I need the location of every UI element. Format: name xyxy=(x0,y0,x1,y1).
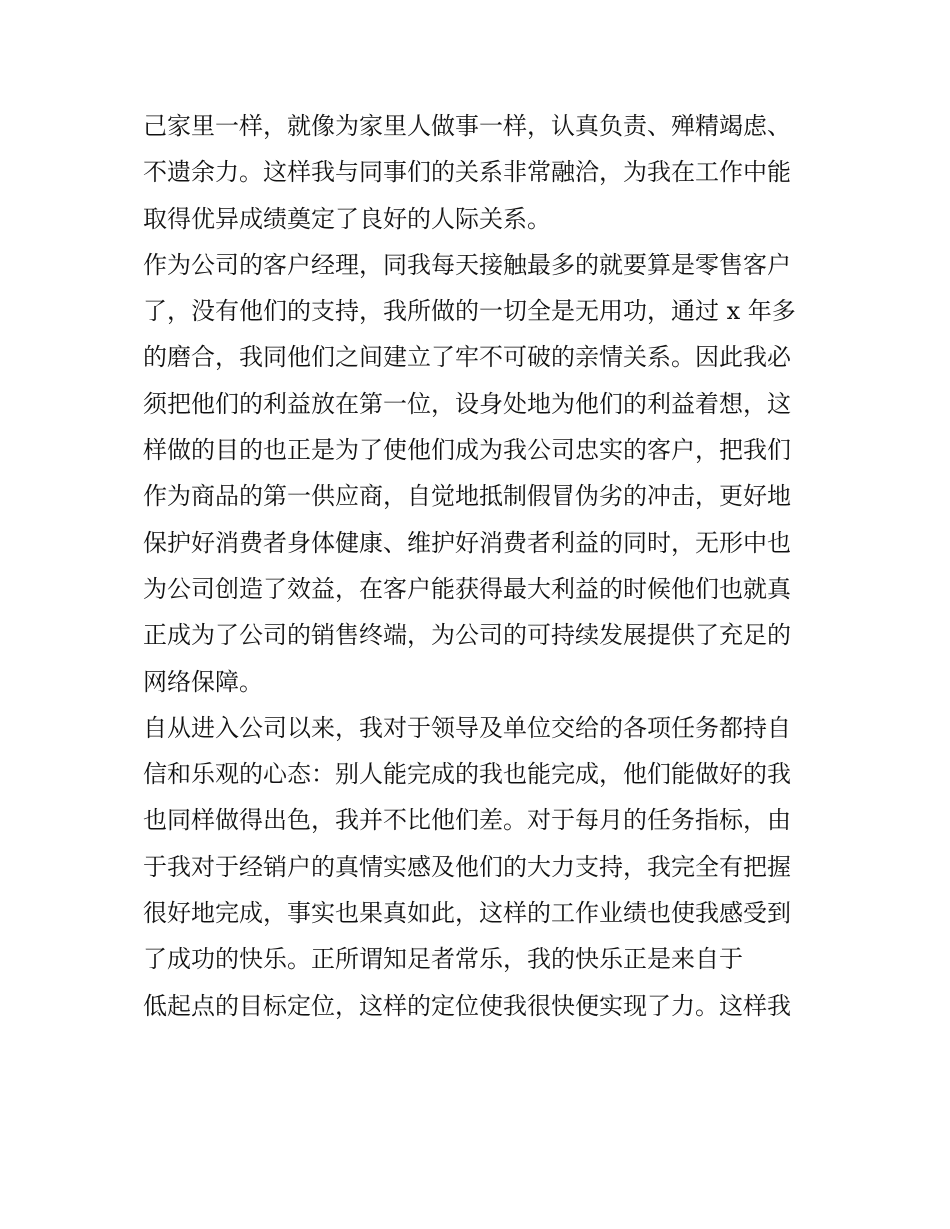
text-line: 样做的目的也正是为了使他们成为我公司忠实的客户，把我们 xyxy=(143,436,791,465)
text-line: 很好地完成，事实也果真如此，这样的工作业绩也使我感受到 xyxy=(143,899,791,928)
text-line: 不遗余力。这样我与同事们的关系非常融洽，为我在工作中能 xyxy=(143,158,791,187)
text-line: 己家里一样，就像为家里人做事一样，认真负责、殚精竭虑、 xyxy=(143,112,791,140)
text-line: 于我对于经销户的真情实感及他们的大力支持，我完全有把握 xyxy=(143,852,791,881)
text-line: 作为公司的客户经理，同我每天接触最多的就要算是零售客户 xyxy=(143,250,791,279)
text-line: 了，没有他们的支持，我所做的一切全是无用功，通过 x 年多 xyxy=(143,297,796,326)
text-line: 信和乐观的心态：别人能完成的我也能完成，他们能做好的我 xyxy=(143,760,791,789)
text-line: 作为商品的第一供应商，自觉地抵制假冒伪劣的冲击，更好地 xyxy=(143,482,791,511)
text-line: 取得优异成绩奠定了良好的人际关系。 xyxy=(143,204,551,233)
text-line: 自从进入公司以来，我对于领导及单位交给的各项任务都持自 xyxy=(143,713,791,742)
text-line: 为公司创造了效益，在客户能获得最大利益的时候他们也就真 xyxy=(143,574,791,603)
text-line: 保护好消费者身体健康、维护好消费者利益的同时，无形中也 xyxy=(143,528,791,557)
text-line: 也同样做得出色，我并不比他们差。对于每月的任务指标，由 xyxy=(143,806,791,835)
text-line: 须把他们的利益放在第一位，设身处地为他们的利益着想，这 xyxy=(143,389,791,418)
text-line: 正成为了公司的销售终端，为公司的可持续发展提供了充足的 xyxy=(143,621,791,650)
text-line: 网络保障。 xyxy=(143,667,263,696)
body-text xyxy=(143,103,823,1029)
text-line: 了成功的快乐。正所谓知足者常乐，我的快乐正是来自于 xyxy=(143,945,743,974)
text-line: 低起点的目标定位，这样的定位使我很快便实现了力。这样我 xyxy=(143,991,791,1020)
text-line: 的磨合，我同他们之间建立了牢不可破的亲情关系。因此我必 xyxy=(143,343,791,372)
